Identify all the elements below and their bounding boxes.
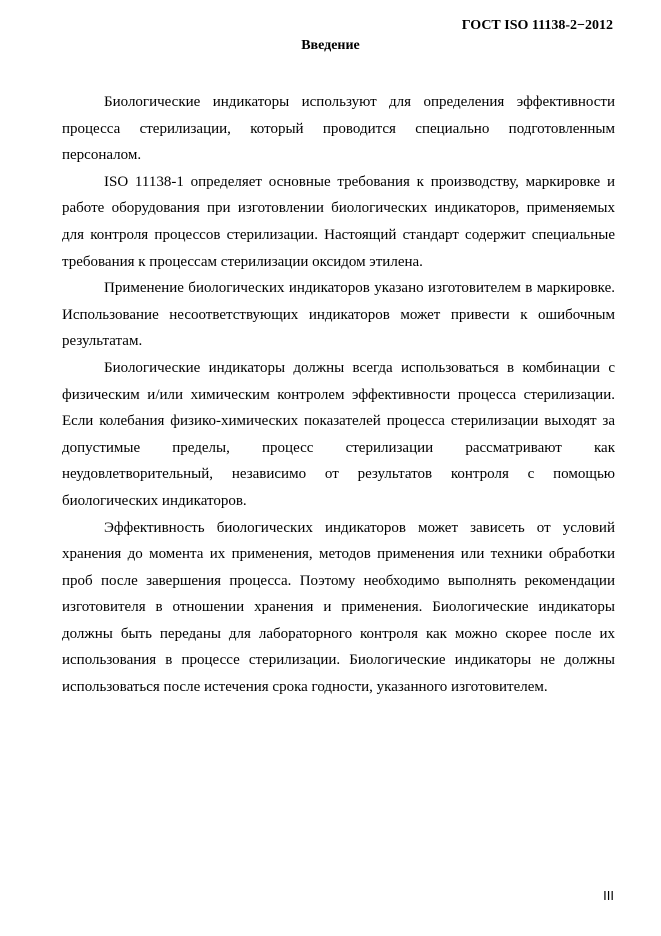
paragraph-2: ISO 11138-1 определяет основные требования к производству, маркировке и работе оборудования при изготовлении биологических индикаторов, применяемых для контроля процессов стерилизации. Настоящий стандарт содержит специальные требования к процессам стерилизации оксидом этилена. [62, 173, 615, 270]
body-text [62, 89, 615, 701]
page-number: III [603, 888, 614, 903]
paragraph-3: Применение биологических индикаторов указано изготовителем в маркировке. Использование несоответствующих индикаторов может привести к ошибочным результатам. [62, 280, 615, 350]
paragraph-4: Биологические индикаторы должны всегда использоваться в комбинации с физическим и/или химическим контролем эффективности процесса стерилизации. Если колебания физико-химических показателей процесса стерилизации выходят за допустимые пределы, процесс стерилизации рассматривают как неудовлетворительный, независимо от результатов контроля с помощью биологических индикаторов. [62, 359, 615, 509]
paragraph-5: Эффективность биологических индикаторов может зависеть от условий хранения до момента их применения, методов применения или техники обработки проб после завершения процесса. Поэтому необходимо выполнять рекомендации изготовителя в отношении хранения и применения. Биологические индикаторы должны быть переданы для лабораторного контроля как можно скорее после их использования в процессе стерилизации. Биологические индикаторы не должны использоваться после истечения срока годности, указанного изготовителем. [62, 519, 615, 696]
page-title: Введение [301, 38, 360, 53]
paragraph-1: Биологические индикаторы используют для определения эффективности процесса стерилизации, который проводится специально подготовленным персоналом. [62, 94, 615, 164]
standard-code-header: ГОСТ ISO 11138-2−2012 [461, 18, 613, 33]
